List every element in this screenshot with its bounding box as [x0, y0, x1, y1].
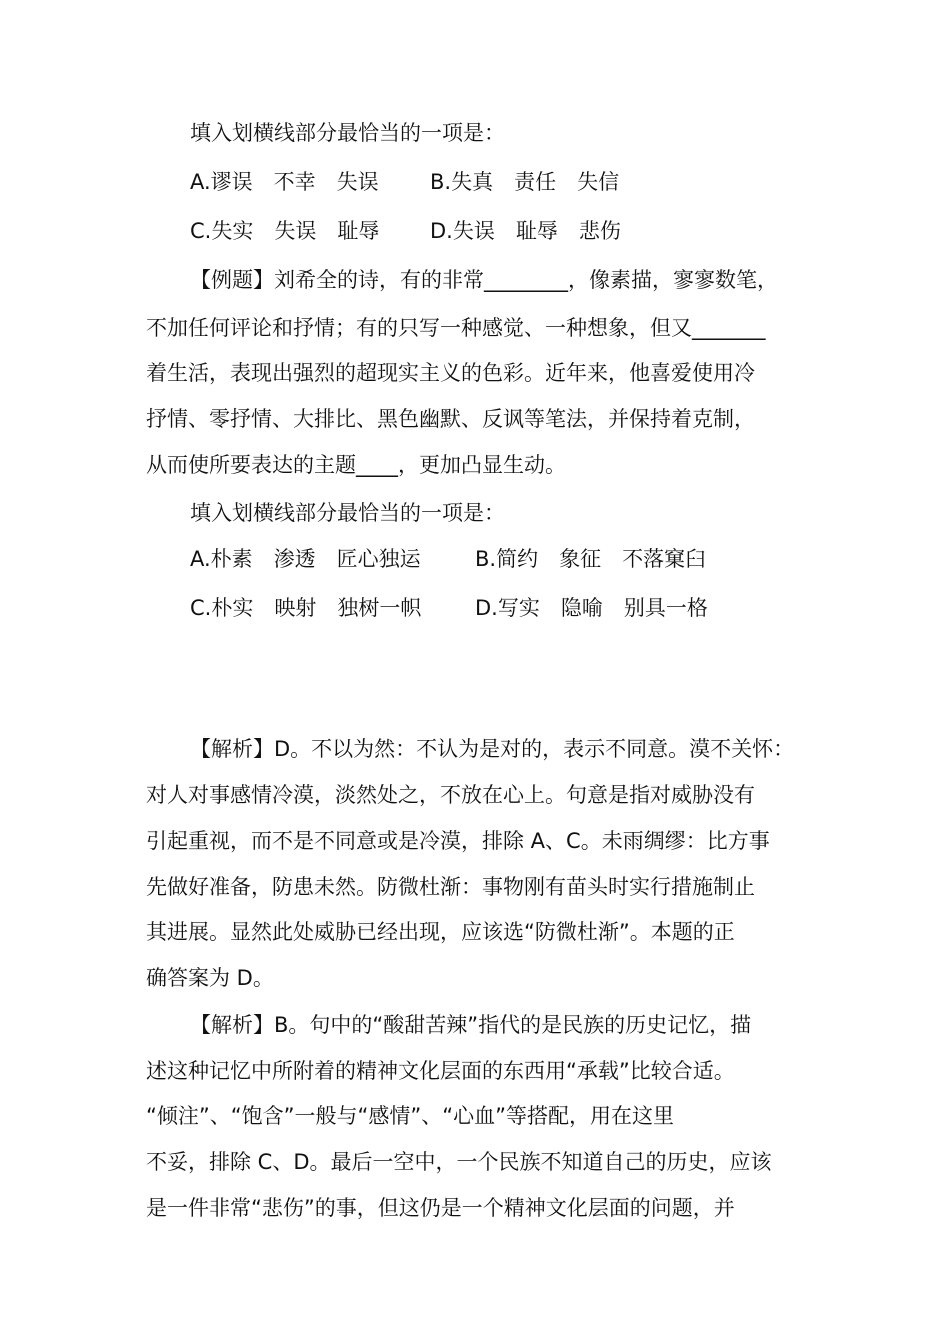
example-option-b: B.简约 象征 不落窠臼: [475, 547, 707, 571]
example-option-a: A.朴素 渗透 匠心独运: [190, 547, 421, 571]
q1-option-c: C.失实 失误 耻辱: [190, 219, 380, 243]
analysis1-line: 引起重视，而不是不同意或是冷漠，排除 A、C。未雨绸缪：比方事: [146, 829, 770, 853]
q1-prompt: 填入划横线部分最恰当的一项是：: [190, 121, 505, 145]
analysis2-line: 不妥，排除 C、D。最后一空中，一个民族不知道自己的历史，应该: [146, 1150, 772, 1174]
analysis1-line: 【解析】D。不以为然：不认为是对的，表示不同意。漠不关怀：: [190, 737, 795, 761]
analysis1-line: 确答案为 D。: [146, 966, 274, 990]
q1-option-b: B.失真 责任 失信: [430, 170, 620, 194]
analysis1-line: 先做好准备，防患未然。防微杜渐：事物刚有苗头时实行措施制止: [146, 875, 755, 899]
example-line: 着生活，表现出强烈的超现实主义的色彩。近年来，他喜爱使用冷: [146, 361, 755, 385]
analysis1-line: 其进展。显然此处威胁已经出现，应该选“防微杜渐”。本题的正: [146, 920, 735, 944]
example-option-c: C.朴实 映射 独树一帜: [190, 596, 422, 620]
example-line: 抒情、零抒情、大排比、黑色幽默、反讽等笔法，并保持着克制，: [146, 407, 755, 431]
analysis2-line: 述这种记忆中所附着的精神文化层面的东西用“承载”比较合适。: [146, 1059, 735, 1083]
example-line: 不加任何评论和抒情；有的只写一种感觉、一种想象，但又_______: [146, 316, 766, 340]
analysis1-line: 对人对事感情冷漠，淡然处之，不放在心上。句意是指对威胁没有: [146, 783, 755, 807]
example-line: 从而使所要表达的主题____，更加凸显生动。: [146, 453, 566, 477]
q1-option-a: A.谬误 不幸 失误: [190, 170, 379, 194]
example-line: 【例题】刘希全的诗，有的非常________，像素描，寥寥数笔，: [190, 268, 778, 292]
analysis2-line: 是一件非常“悲伤”的事，但这仍是一个精神文化层面的问题，并: [146, 1196, 735, 1220]
q1-option-d: D.失误 耻辱 悲伤: [430, 219, 621, 243]
example-prompt: 填入划横线部分最恰当的一项是：: [190, 501, 505, 525]
analysis2-line: “倾注”、“饱含”一般与“感情”、“心血”等搭配，用在这里: [146, 1104, 675, 1128]
example-option-d: D.写实 隐喻 别具一格: [475, 596, 708, 620]
analysis2-line: 【解析】B。句中的“酸甜苦辣”指代的是民族的历史记忆，描: [190, 1013, 752, 1037]
